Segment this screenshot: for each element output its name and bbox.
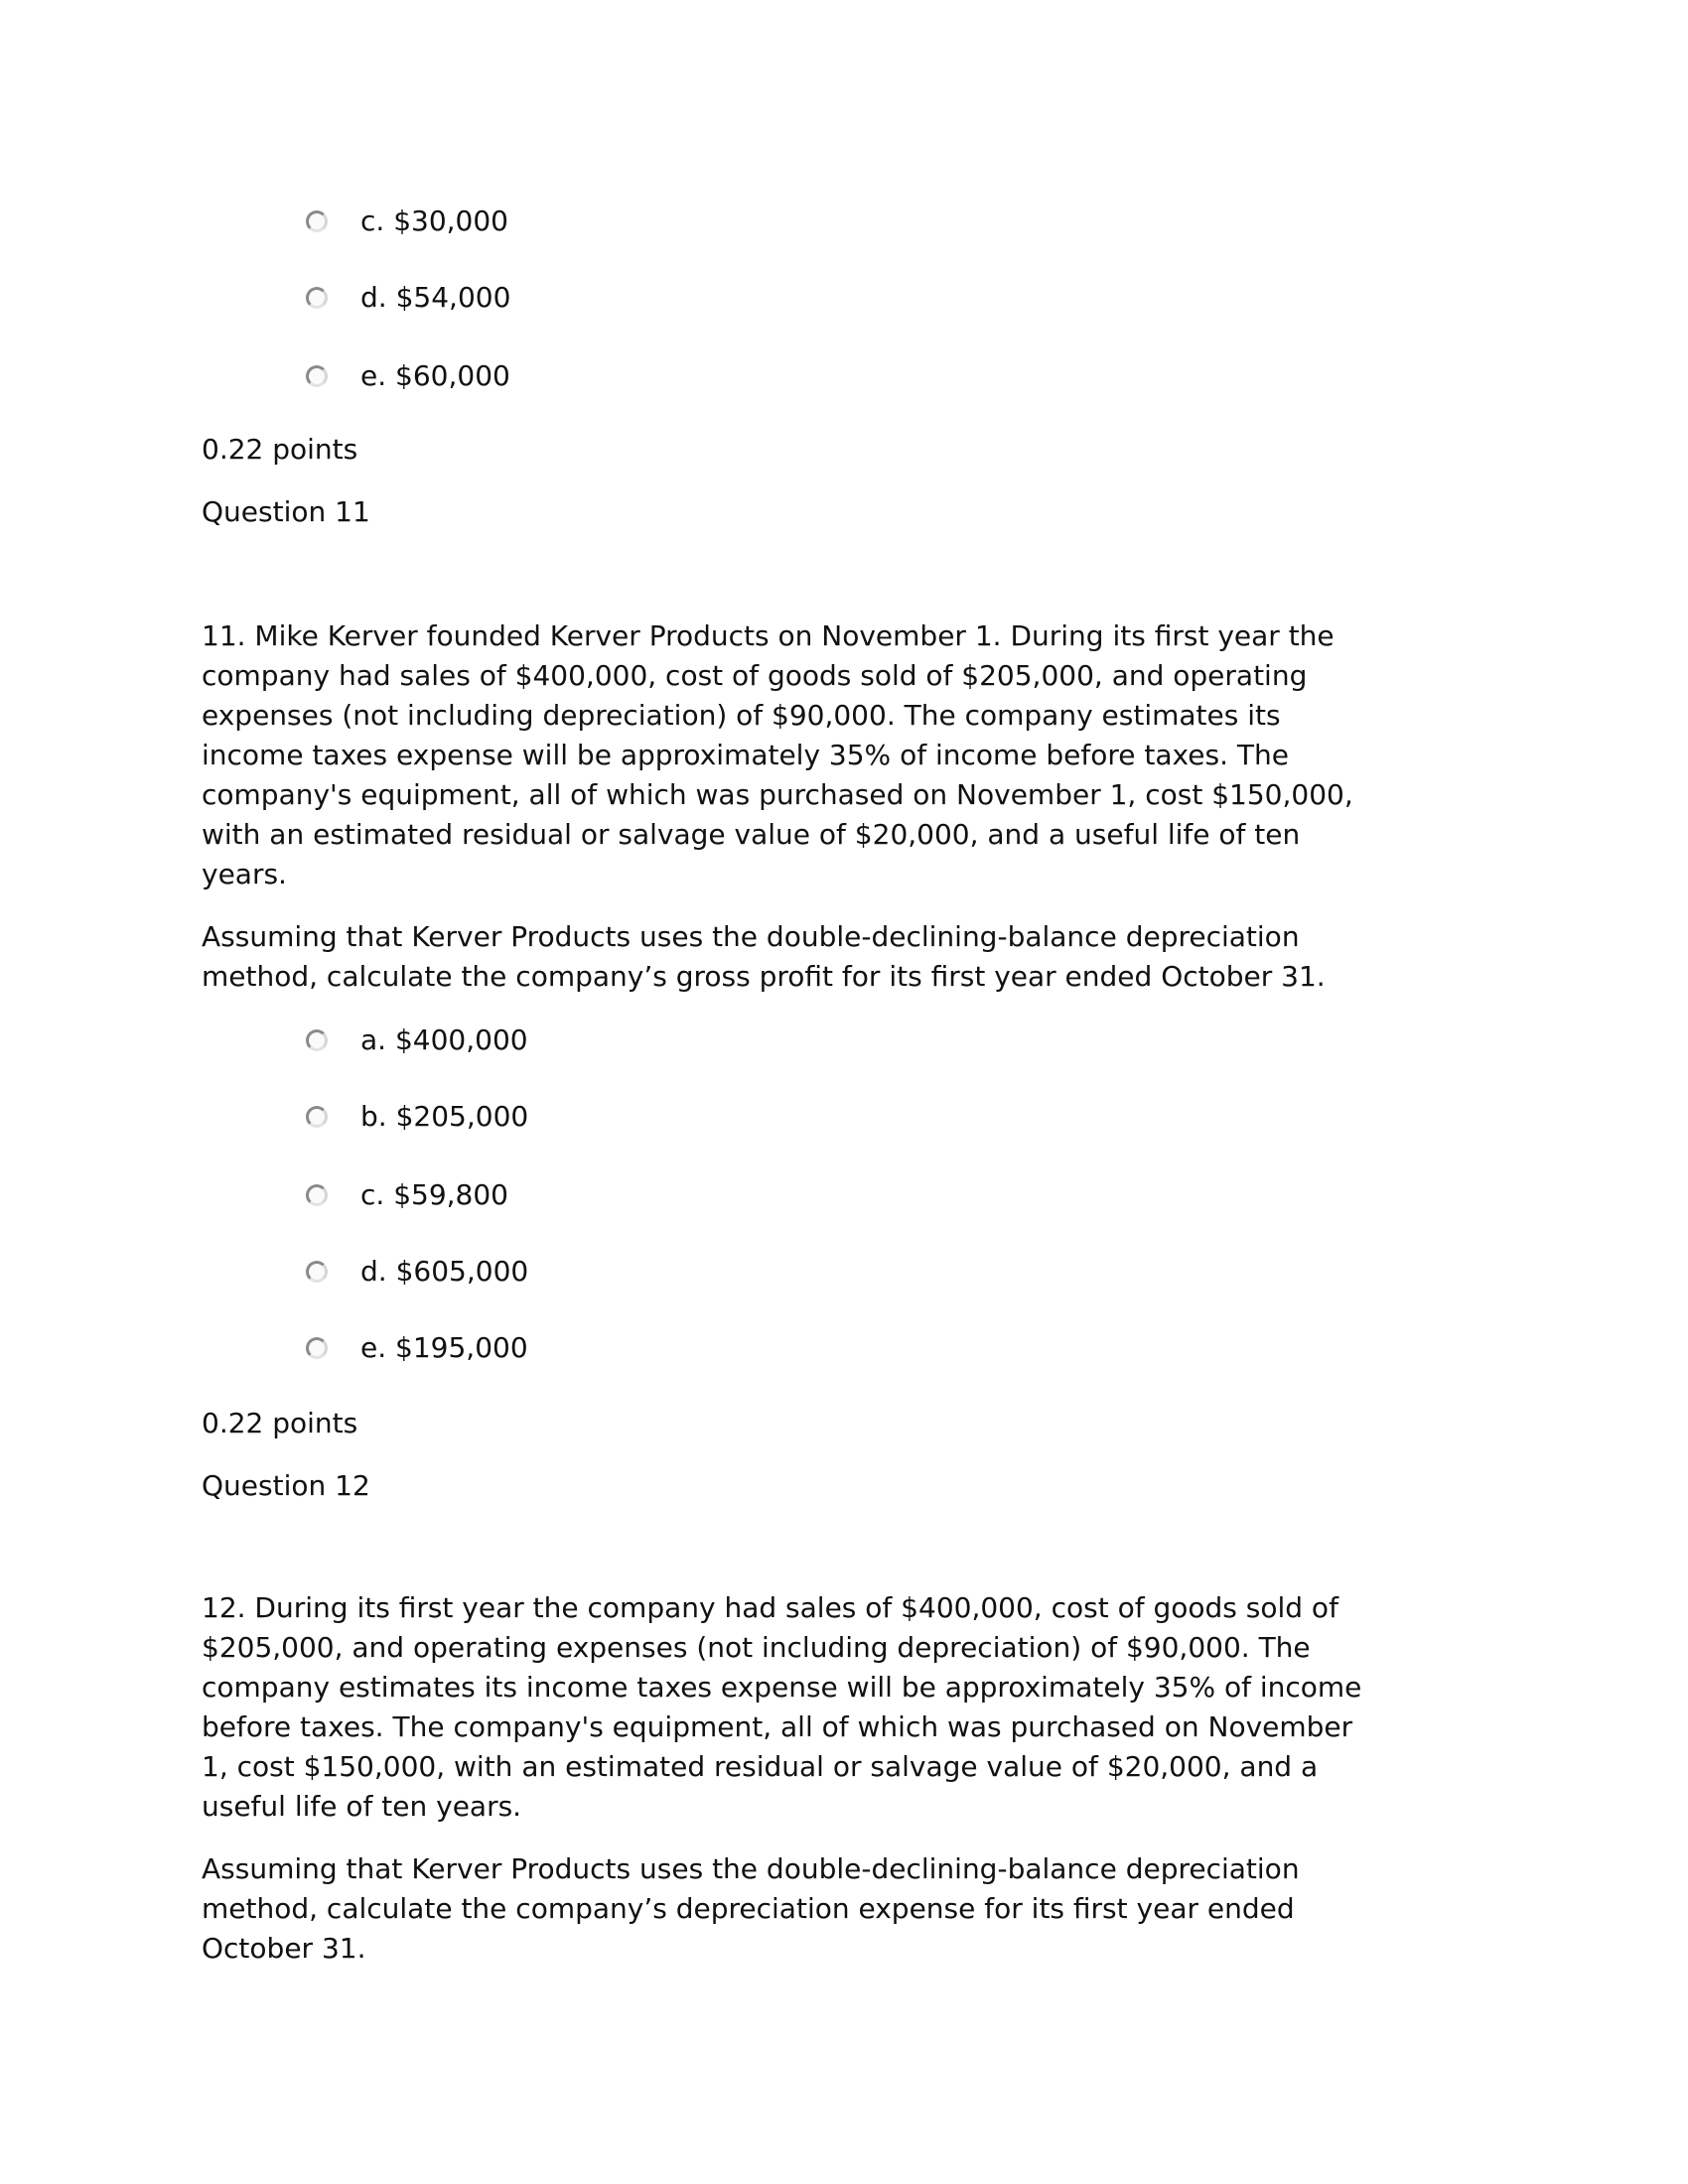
text-line: before taxes. The company's equipment, all of which was purchased on November [202,1710,1353,1743]
option-value: $59,800 [393,1178,508,1211]
text-line: method, calculate the company’s depreciation expense for its first year ended [202,1892,1295,1925]
question-points: 0.22 points [202,1407,358,1439]
answer-option-c[interactable] [306,202,508,241]
answer-option-c[interactable] [306,1175,508,1215]
option-letter: e. [360,359,387,392]
text-line: 12. During its first year the company had sales of $400,000, cost of goods sold of [202,1591,1338,1624]
text-line: company estimates its income taxes expense will be approximately 35% of income [202,1671,1362,1704]
question-label: Question 11 [202,495,370,528]
question-prompt [202,917,1326,997]
radio-button[interactable] [306,1184,328,1206]
question-text [202,1588,1361,1827]
answer-option-d[interactable] [306,278,510,318]
option-value: $54,000 [395,281,511,314]
text-line: expenses (not including depreciation) of $90,000. The company estimates its [202,699,1281,732]
text-line: with an estimated residual or salvage value of $20,000, and a useful life of ten [202,818,1301,851]
option-letter: c. [360,205,385,237]
option-letter: c. [360,1178,385,1211]
text-line: 11. Mike Kerver founded Kerver Products on November 1. During its first year the [202,619,1335,652]
text-line: October 31. [202,1932,366,1965]
option-value: $30,000 [393,205,508,237]
answer-option-e[interactable] [306,1328,528,1368]
radio-button[interactable] [306,365,328,387]
question-label: Question 12 [202,1469,370,1502]
text-line: company had sales of $400,000, cost of goods sold of $205,000, and operating [202,659,1308,692]
answer-option-e[interactable] [306,356,510,396]
answer-option-d[interactable] [306,1252,528,1292]
text-line: company's equipment, all of which was purchased on November 1, cost $150,000, [202,778,1353,811]
text-line: 1, cost $150,000, with an estimated residual or salvage value of $20,000, and a [202,1750,1319,1783]
text-line: Assuming that Kerver Products uses the double-declining-balance depreciation [202,1852,1300,1885]
text-line: useful life of ten years. [202,1790,522,1823]
option-letter: d. [360,281,387,314]
answer-option-b[interactable] [306,1097,528,1137]
option-letter: d. [360,1255,387,1288]
option-letter: e. [360,1331,387,1364]
question-prompt [202,1849,1300,1969]
radio-button[interactable] [306,1261,328,1283]
option-value: $400,000 [394,1024,528,1056]
option-letter: b. [360,1100,387,1133]
question-points: 0.22 points [202,433,358,466]
radio-button[interactable] [306,287,328,309]
answer-option-a[interactable] [306,1021,528,1060]
radio-button[interactable] [306,1029,328,1051]
radio-button[interactable] [306,1106,328,1128]
text-line: Assuming that Kerver Products uses the double-declining-balance depreciation [202,920,1300,953]
question-text [202,616,1353,894]
option-value: $605,000 [395,1255,529,1288]
option-value: $205,000 [395,1100,529,1133]
option-value: $195,000 [395,1331,528,1364]
text-line: years. [202,858,287,890]
option-letter: a. [360,1024,387,1056]
text-line: $205,000, and operating expenses (not including depreciation) of $90,000. The [202,1631,1311,1664]
radio-button[interactable] [306,1337,328,1359]
text-line: income taxes expense will be approximately 35% of income before taxes. The [202,739,1289,771]
text-line: method, calculate the company’s gross profit for its first year ended October 31. [202,960,1326,993]
option-value: $60,000 [395,359,510,392]
radio-button[interactable] [306,210,328,232]
